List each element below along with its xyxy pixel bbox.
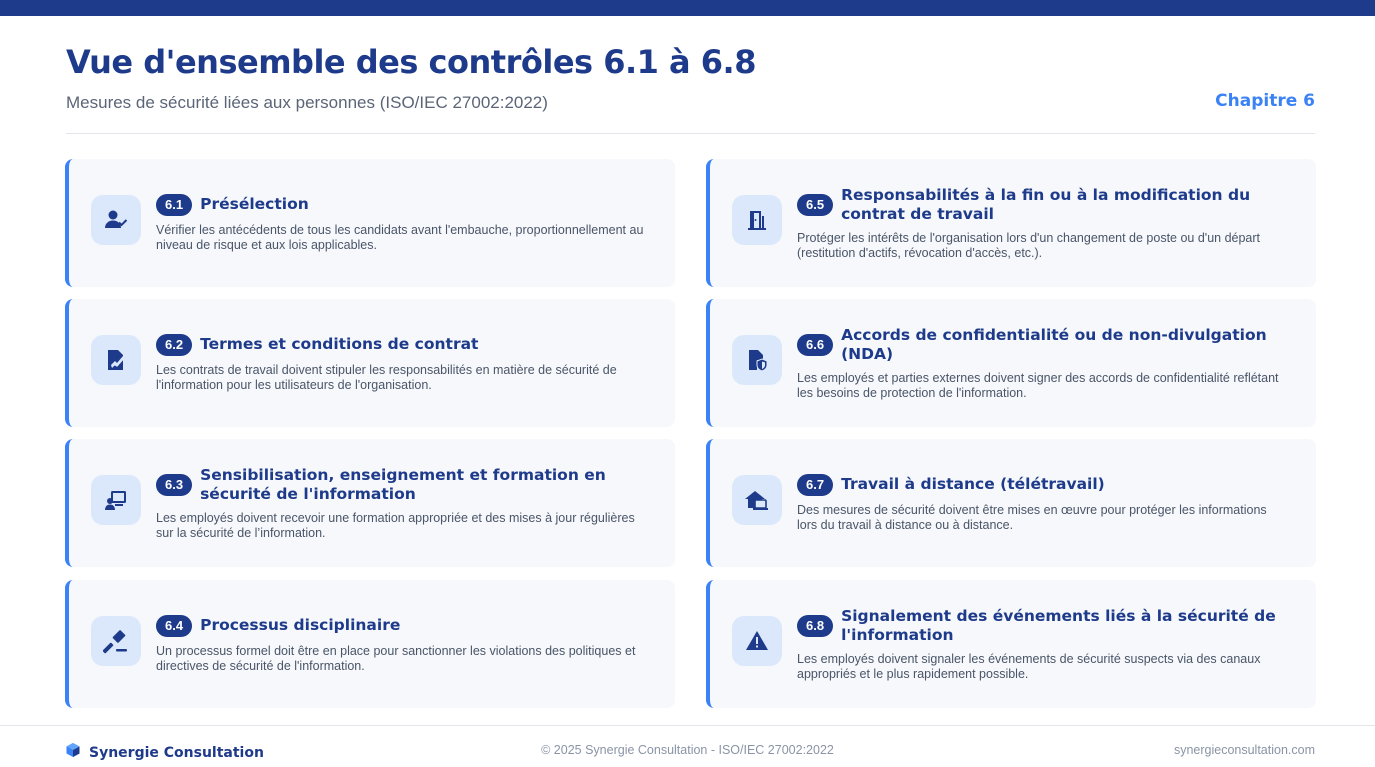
controls-grid <box>65 159 1316 708</box>
control-title: Responsabilités à la fin ou à la modification du contrat de travail <box>841 185 1251 223</box>
control-title: Sensibilisation, enseignement et formation en sécurité de l'information <box>200 465 606 503</box>
house-laptop-icon <box>732 475 782 525</box>
control-number-badge: 6.4 <box>156 615 192 637</box>
control-card-6-7 <box>706 439 1316 567</box>
control-card-6-2 <box>65 299 675 427</box>
page-subtitle: Mesures de sécurité liées aux personnes (ISO/IEC 27002:2022) <box>66 93 548 112</box>
control-description: Vérifier les antécédents de tous les candidats avant l'embauche, proportionnellement au niveau de risque et aux lois applicables. <box>156 222 644 252</box>
card-content <box>156 439 645 567</box>
control-description: Les employés doivent recevoir une formation appropriée et des mises à jour régulières sur la sécurité de l’information. <box>156 510 635 540</box>
control-title: Termes et conditions de contrat <box>200 335 479 353</box>
user-check-icon <box>91 195 141 245</box>
control-card-6-6 <box>706 299 1316 427</box>
control-title: Accords de confidentialité ou de non-divulgation (NDA) <box>841 325 1267 363</box>
control-description: Un processus formel doit être en place pour sanctionner les violations des politiques et directives de sécurité de l'information. <box>156 643 636 673</box>
control-number-badge: 6.3 <box>156 474 192 496</box>
control-number-badge: 6.7 <box>797 474 833 496</box>
control-number-badge: 6.1 <box>156 194 192 216</box>
card-content <box>797 159 1286 287</box>
teacher-board-icon <box>91 475 141 525</box>
page-footer <box>0 725 1375 767</box>
control-title: Présélection <box>200 195 309 213</box>
file-shield-icon <box>732 335 782 385</box>
control-number-badge: 6.6 <box>797 334 833 356</box>
control-number-badge: 6.2 <box>156 334 192 356</box>
copyright-text: © 2025 Synergie Consultation - ISO/IEC 27002:2022 <box>541 743 834 757</box>
control-description: Protéger les intérêts de l'organisation lors d'un changement de poste ou d'un départ (restitution d'actifs, révocation d'accès, etc.). <box>797 230 1261 260</box>
contract-sign-icon <box>91 335 141 385</box>
control-description: Les employés et parties externes doivent signer des accords de confidentialité reflétant les besoins de protection de l'information. <box>797 370 1279 400</box>
door-exit-icon <box>732 195 782 245</box>
control-card-6-8 <box>706 580 1316 708</box>
card-content <box>156 580 645 708</box>
card-content <box>797 580 1286 708</box>
warning-triangle-icon <box>732 616 782 666</box>
control-card-6-5 <box>706 159 1316 287</box>
control-card-6-4 <box>65 580 675 708</box>
control-description: Les employés doivent signaler les événements de sécurité suspects via des canaux appropriés et le plus rapidement possible. <box>797 651 1261 681</box>
control-description: Les contrats de travail doivent stipuler les responsabilités en matière de sécurité de l'information pour les utilisateurs de l'organisation. <box>156 362 617 392</box>
card-content <box>156 159 645 287</box>
control-number-badge: 6.8 <box>797 615 833 637</box>
page-title: Vue d'ensemble des contrôles 6.1 à 6.8 <box>66 43 756 81</box>
page-header <box>66 42 1315 134</box>
card-content <box>797 299 1286 427</box>
control-title: Travail à distance (télétravail) <box>841 475 1105 493</box>
control-card-6-1 <box>65 159 675 287</box>
top-accent-bar <box>0 0 1375 16</box>
control-card-6-3 <box>65 439 675 567</box>
control-title: Signalement des événements liés à la sécurité de l'information <box>841 606 1276 644</box>
control-title: Processus disciplinaire <box>200 616 401 634</box>
brand-name: Synergie Consultation <box>89 744 264 761</box>
control-description: Des mesures de sécurité doivent être mises en œuvre pour protéger les informations lors du travail à distance ou à distance. <box>797 502 1267 532</box>
website-link[interactable]: synergieconsultation.com <box>1173 743 1315 757</box>
control-number-badge: 6.5 <box>797 194 833 216</box>
card-content <box>156 299 645 427</box>
gavel-icon <box>91 616 141 666</box>
chapter-label: Chapitre 6 <box>1215 91 1315 111</box>
card-content <box>797 439 1286 567</box>
